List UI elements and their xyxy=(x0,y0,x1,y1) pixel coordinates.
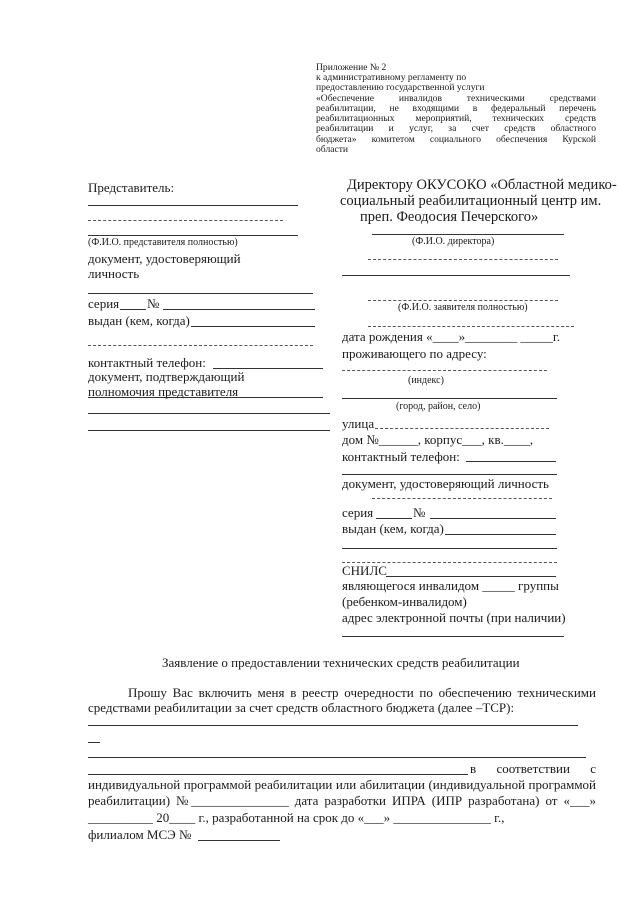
appendix-line-4: реабилитации, не входящими в федеральный перечень xyxy=(316,102,596,114)
applicant-series-field[interactable] xyxy=(376,518,412,519)
appendix-line-2: предоставлению государственной услуги xyxy=(316,82,485,94)
birth-date-field[interactable]: дата рождения «____»________ _____г. xyxy=(342,329,560,344)
street-field[interactable] xyxy=(375,428,549,429)
applicant-doc-label: документ, удостоверяющий личность xyxy=(342,476,549,491)
street-label: улица xyxy=(342,416,375,431)
appendix-line-8: области xyxy=(316,144,349,156)
rep-doc-label-1: документ, удостоверяющий xyxy=(88,251,241,266)
in-accordance-text: в соответствии с xyxy=(470,761,596,776)
addressee-line-1: Директору ОКУСОКО «Областной медико- xyxy=(347,177,617,193)
director-caption: (Ф.И.О. директора) xyxy=(412,236,495,247)
rep-line-2[interactable] xyxy=(88,220,283,221)
rep-issued-line-2[interactable] xyxy=(88,345,313,346)
applicant-number-field[interactable] xyxy=(430,518,556,519)
rep-authority-line-3[interactable] xyxy=(88,430,330,431)
ipra-date-block[interactable] xyxy=(88,793,596,809)
rep-doc-label-2: личность xyxy=(88,266,140,281)
city-caption: (город, район, село) xyxy=(396,401,481,412)
ipra-term-line[interactable]: __________ 20____ г., разработанной на срок до «___» _______________ г., xyxy=(88,810,505,825)
rep-series-field[interactable] xyxy=(120,309,146,310)
applicant-phone-field[interactable] xyxy=(466,461,556,462)
residing-label: проживающего по адресу: xyxy=(342,346,487,361)
rep-fio-caption: (Ф.И.О. представителя полностью) xyxy=(88,237,238,248)
rep-authority-label-1: документ, подтверждающий xyxy=(88,369,245,384)
applicant-caption: (Ф.И.О. заявителя полностью) xyxy=(398,302,528,313)
applicant-doc-line[interactable] xyxy=(372,498,552,499)
statement-title: Заявление о предоставлении технических средств реабилитации xyxy=(162,655,520,670)
statement-line-2: средствами реабилитации за счет средств областного бюджета (далее –ТСР): xyxy=(88,700,515,715)
snils-label: СНИЛС xyxy=(342,563,387,578)
tsr-line-2[interactable] xyxy=(88,757,586,758)
in-accordance-block xyxy=(470,761,596,777)
applicant-series-label: серия xyxy=(342,505,374,520)
house-field[interactable]: дом №______, корпус___, кв.____, xyxy=(342,432,534,447)
child-disabled-label: (ребенком-инвалидом) xyxy=(342,594,467,609)
ipra-date-line[interactable]: реабилитации) №_______________ дата разработки ИПРА (ИПР разработана) от «___» xyxy=(88,793,596,808)
applicant-issued-field[interactable] xyxy=(445,534,556,535)
director-fio-line[interactable] xyxy=(372,234,564,235)
appendix-line-1: к административному регламенту по xyxy=(316,72,467,83)
statement-para-1 xyxy=(88,685,596,701)
addressee-line-2: социальный реабилитационный центр им. xyxy=(340,193,602,209)
appendix-line-6: реабилитации и услуг, за счет средств областного xyxy=(316,123,596,135)
rep-series-label: серия xyxy=(88,296,120,311)
addressee-line-3: преп. Феодосия Печерского» xyxy=(360,209,539,225)
rep-authority-line-2[interactable] xyxy=(88,413,330,414)
applicant-phone-label: контактный телефон: xyxy=(342,449,460,464)
representative-label: Представитель: xyxy=(88,180,175,195)
appendix-text xyxy=(316,73,596,155)
rep-number-sign: № xyxy=(147,296,160,311)
rep-line-3[interactable] xyxy=(88,235,298,236)
appendix-line-3: «Обеспечение инвалидов техническими средствами xyxy=(316,92,596,104)
applicant-phone-line-2[interactable] xyxy=(342,474,557,475)
rep-phone-label: контактный телефон: xyxy=(88,355,206,370)
applicant-line-1[interactable] xyxy=(368,259,558,260)
program-block xyxy=(88,777,596,793)
address-line-2[interactable] xyxy=(342,398,557,399)
applicant-line-2[interactable] xyxy=(342,275,570,276)
program-line: индивидуальной программой реабилитации или абилитации (индивидуальной программой xyxy=(88,777,596,792)
applicant-line-3[interactable] xyxy=(368,300,558,301)
tsr-line-1-tail[interactable] xyxy=(88,742,100,743)
appendix-title: Приложение № 2 xyxy=(316,62,387,73)
disability-group-field[interactable]: являющегося инвалидом _____ группы xyxy=(342,578,559,593)
rep-doc-line[interactable] xyxy=(88,293,313,294)
rep-authority-line-1[interactable] xyxy=(88,397,323,398)
email-field[interactable] xyxy=(342,636,564,637)
rep-number-field[interactable] xyxy=(163,309,315,310)
tsr-line-1[interactable] xyxy=(88,725,578,726)
statement-line-1: Прошу Вас включить меня в реестр очередности по обеспечению техническими xyxy=(128,685,596,700)
mse-branch-label: филиалом МСЭ № xyxy=(88,827,192,842)
appendix-line-5: реабилитационных мероприятий, технических средств xyxy=(316,113,596,125)
appendix-line-7: бюджета» комитетом социального обеспечения Курской xyxy=(316,133,596,145)
applicant-issued-line-2[interactable] xyxy=(342,548,557,549)
rep-issued-field[interactable] xyxy=(191,326,315,327)
rep-issued-label: выдан (кем, когда) xyxy=(88,313,190,328)
rep-line-1[interactable] xyxy=(88,205,298,206)
index-caption: (индекс) xyxy=(408,375,444,386)
applicant-issued-label: выдан (кем, когда) xyxy=(342,521,444,536)
mse-branch-field[interactable] xyxy=(198,840,280,841)
applicant-line-4[interactable] xyxy=(368,326,574,327)
rep-authority-label-2: полномочия представителя xyxy=(88,384,239,399)
applicant-number-sign: № xyxy=(413,505,426,520)
snils-field[interactable] xyxy=(386,576,556,577)
tsr-line-3[interactable] xyxy=(88,774,468,775)
address-line-1[interactable] xyxy=(342,370,547,371)
email-label: адрес электронной почты (при наличии) xyxy=(342,610,566,625)
